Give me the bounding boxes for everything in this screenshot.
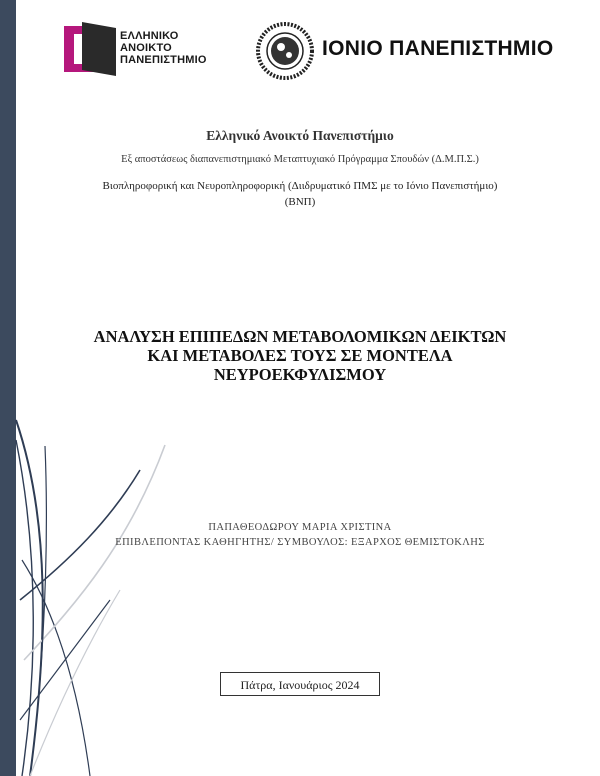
field-name: Βιοπληροφορική και Νευροπληροφορική (Διιδρυματικό ΠΜΣ με το Ιόνιο Πανεπιστήμιο) (ΒΝΠ) bbox=[102, 180, 498, 208]
ionio-university-name: ΙΟΝΙΟ ΠΑΝΕΠΙΣΤΗΜΙΟ bbox=[322, 37, 554, 60]
eap-logo-line-1: ΕΛΛΗΝΙΚΟ bbox=[120, 30, 179, 42]
eap-mark-icon bbox=[64, 22, 116, 76]
eap-logo bbox=[64, 20, 214, 78]
date-box: Πάτρα, Ιανουάριος 2024 bbox=[220, 672, 380, 696]
title-line-2: ΚΑΙ ΜΕΤΑΒΟΛΕΣ ΤΟΥΣ ΣΕ ΜΟΝΤΕΛΑ bbox=[147, 346, 453, 365]
eap-logo-line-2: ΑΝΟΙΚΤΟ bbox=[120, 42, 172, 54]
title-line-1: ΑΝΑΛΥΣΗ ΕΠΙΠΕΔΩΝ ΜΕΤΑΒΟΛΟΜΙΚΩΝ ΔΕΙΚΤΩΝ bbox=[93, 327, 507, 346]
thesis-title bbox=[40, 327, 560, 384]
title-line-3: ΝΕΥΡΟΕΚΦΥΛΙΣΜΟΥ bbox=[213, 365, 387, 384]
sidebar-band bbox=[0, 0, 16, 776]
ionio-seal-icon bbox=[254, 22, 316, 80]
institution-name: Ελληνικό Ανοικτό Πανεπιστήμιο bbox=[206, 128, 394, 143]
supervisor-line: ΕΠΙΒΛΕΠΟΝΤΑΣ ΚΑΘΗΓΗΤΗΣ/ ΣΥΜΒΟΥΛΟΣ: ΕΞΑΡΧΟΣ ΘΕΜΙΣΤΟΚΛΗΣ bbox=[115, 537, 485, 548]
author-name: ΠΑΠΑΘΕΟΔΩΡΟΥ ΜΑΡΙΑ ΧΡΙΣΤΙΝΑ bbox=[208, 522, 392, 533]
eap-logo-line-3: ΠΑΝΕΠΙΣΤΗΜΙΟ bbox=[120, 54, 207, 66]
program-name: Εξ αποστάσεως διαπανεπιστημιακό Μεταπτυχιακό Πρόγραμμα Σπουδών (Δ.Μ.Π.Σ.) bbox=[121, 154, 479, 165]
